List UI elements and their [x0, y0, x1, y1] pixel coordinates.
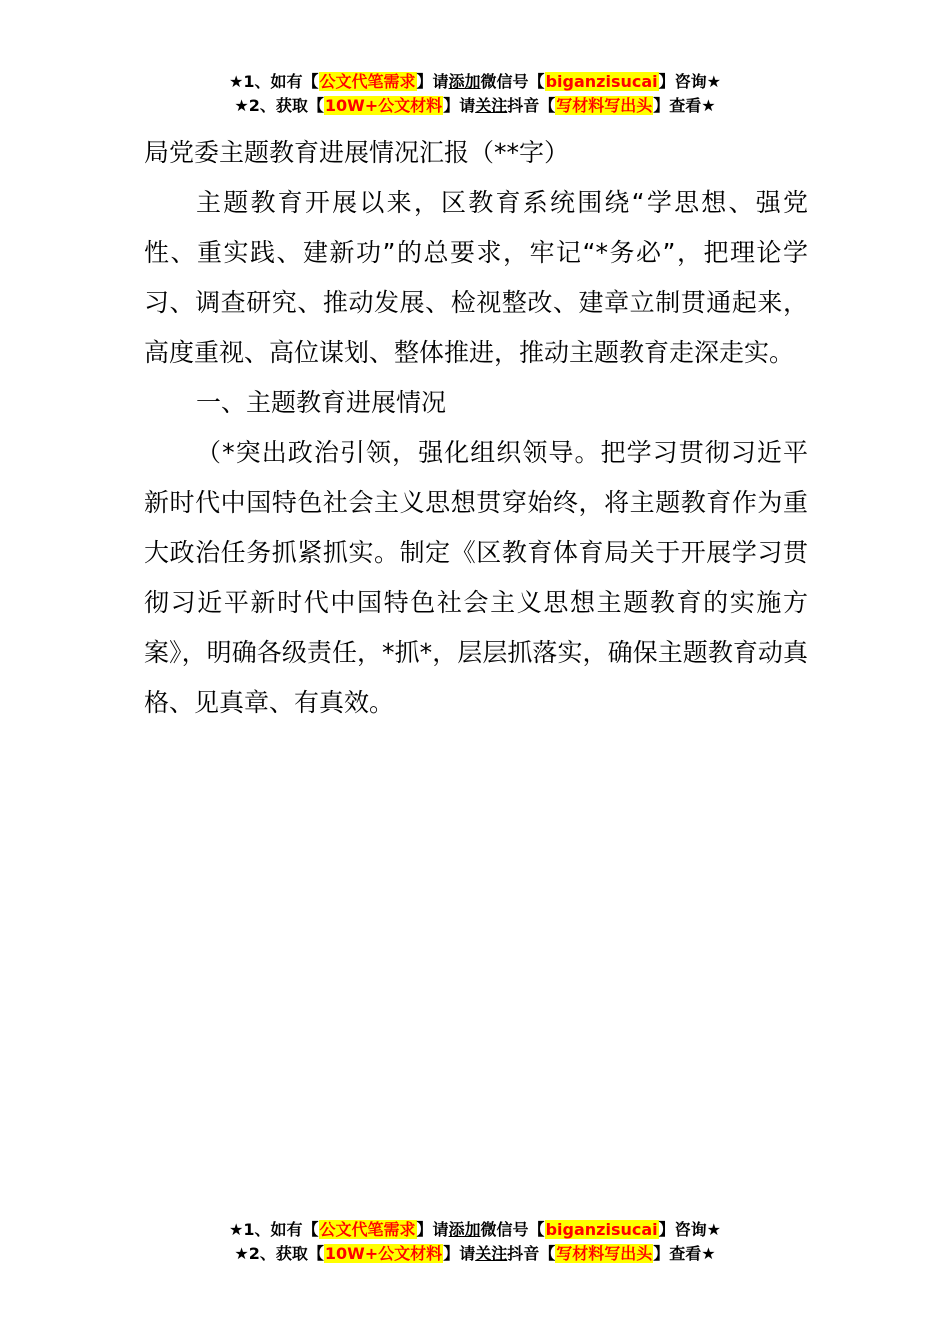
- star-icon: ★: [706, 1220, 721, 1239]
- highlight-douyin: 写材料写出头: [556, 96, 653, 115]
- highlight-wechat-id: biganzisucai: [545, 1220, 658, 1239]
- underlined-text: 关注: [475, 96, 508, 115]
- paragraph-intro: 主题教育开展以来，区教育系统围绕“学思想、强党性、重实践、建新功”的总要求，牢记“*务必”，把理论学习、调查研究、推动发展、检视整改、建章立制贯通起来，高度重视、高位谋划、整体推进，推动主题教育走深走实。: [144, 188, 808, 367]
- banner-text: 】请: [416, 1220, 449, 1239]
- star-icon: ★: [701, 96, 716, 115]
- highlight-materials: 10W+公文材料: [324, 96, 443, 115]
- top-banner: [0, 70, 950, 118]
- banner-line-1: [0, 70, 950, 94]
- banner-text: 1、如有【: [243, 72, 319, 91]
- banner-text: 】查看: [653, 1244, 702, 1263]
- star-icon: ★: [706, 72, 721, 91]
- banner-text: 微信号【: [480, 1220, 545, 1239]
- banner-text: 1、如有【: [243, 1220, 319, 1239]
- underlined-text: 添加: [448, 1220, 481, 1239]
- banner-text: 微信号【: [480, 72, 545, 91]
- bottom-banner: [0, 1218, 950, 1266]
- highlight-douyin: 写材料写出头: [556, 1244, 653, 1263]
- banner-line-2: [0, 94, 950, 118]
- banner-line-2: [0, 1242, 950, 1266]
- document-body: [144, 128, 808, 728]
- highlight-service: 公文代笔需求: [319, 72, 416, 91]
- banner-text: 抖音【: [507, 96, 556, 115]
- star-icon: ★: [229, 72, 244, 91]
- banner-text: 】请: [443, 1244, 476, 1263]
- star-icon: ★: [234, 1244, 249, 1263]
- document-title: 局党委主题教育进展情况汇报（**字）: [144, 138, 570, 167]
- paragraph-section-1: （*突出政治引领，强化组织领导。把学习贯彻习近平新时代中国特色社会主义思想贯穿始终，将主题教育作为重大政治任务抓紧抓实。制定《区教育体育局关于开展学习贯彻习近平新时代中国特色社会主义思想主题教育的实施方案》，明确各级责任，*抓*，层层抓落实，确保主题教育动真格、见真章、有真效。: [144, 438, 808, 717]
- banner-text: 2、获取【: [248, 96, 324, 115]
- highlight-materials: 10W+公文材料: [324, 1244, 443, 1263]
- highlight-wechat-id: biganzisucai: [545, 72, 658, 91]
- underlined-text: 添加: [448, 72, 481, 91]
- banner-text: 】请: [416, 72, 449, 91]
- star-icon: ★: [229, 1220, 244, 1239]
- banner-text: 】咨询: [658, 1220, 707, 1239]
- banner-text: 】咨询: [658, 72, 707, 91]
- star-icon: ★: [234, 96, 249, 115]
- banner-text: 抖音【: [507, 1244, 556, 1263]
- star-icon: ★: [701, 1244, 716, 1263]
- section-heading: 一、主题教育进展情况: [196, 388, 447, 417]
- highlight-service: 公文代笔需求: [319, 1220, 416, 1239]
- banner-text: 2、获取【: [248, 1244, 324, 1263]
- banner-text: 】请: [443, 96, 476, 115]
- banner-line-1: [0, 1218, 950, 1242]
- banner-text: 】查看: [653, 96, 702, 115]
- underlined-text: 关注: [475, 1244, 508, 1263]
